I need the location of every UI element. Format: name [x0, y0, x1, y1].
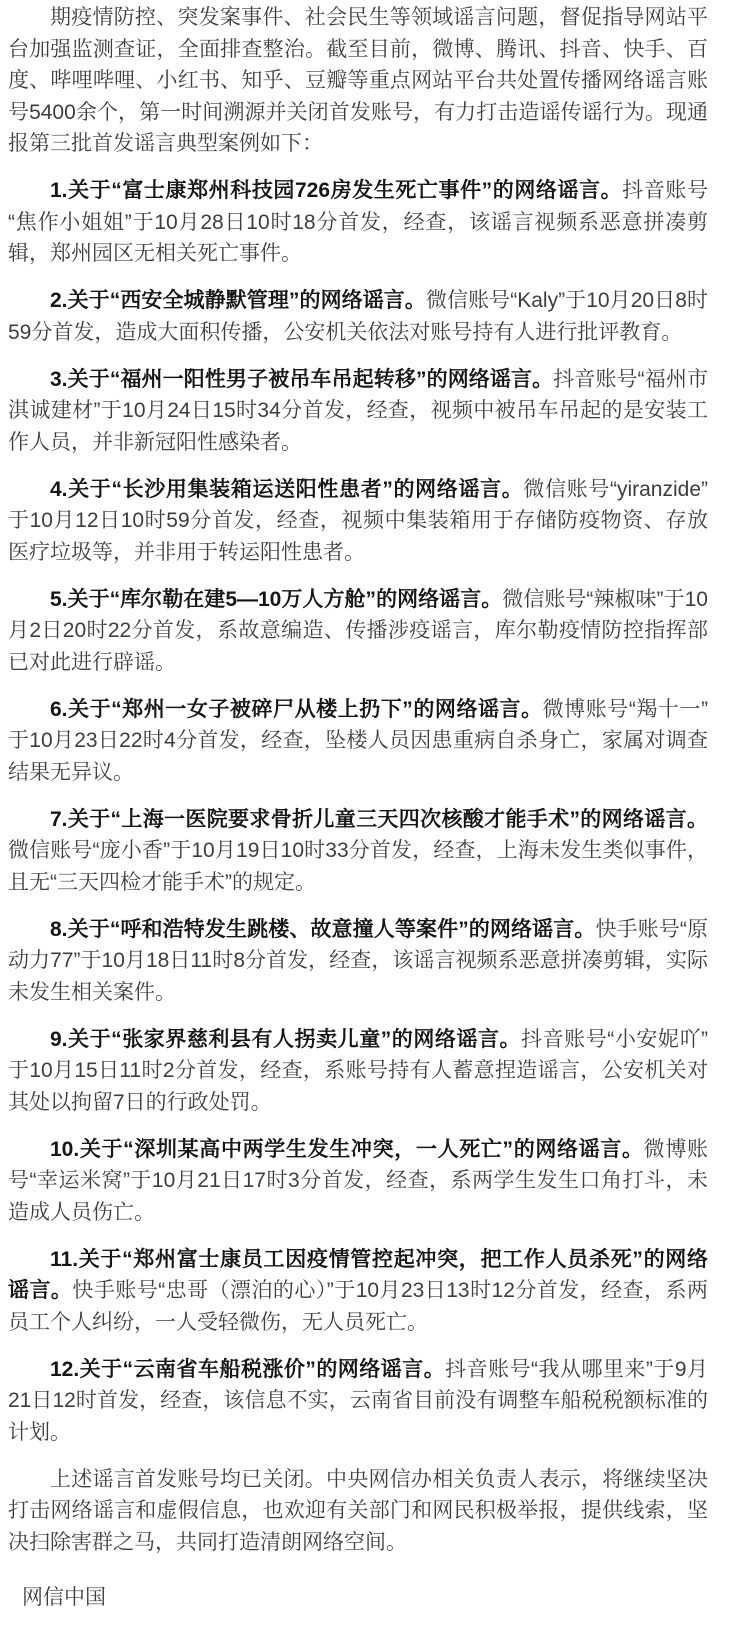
case-detail-9: 抖音账号“小安妮吖”于10月15日11时2分首发，经查，系账号持有人蓄意捏造谣言，公安机关对其处以拘留7日的行政处罚。	[8, 1027, 708, 1114]
source-name: 网信中国	[22, 1586, 106, 1609]
case-paragraph-1	[8, 175, 708, 270]
case-paragraph-3	[8, 364, 708, 459]
case-detail-4: 微信账号“yiranzide”于10月12日10时59分首发，经查，视频中集装箱用于存储防疫物资、存放医疗垃圾等，并非用于转运阳性患者。	[8, 477, 709, 564]
case-title-9: 9.关于“张家界慈利县有人拐卖儿童”的网络谣言。	[50, 1027, 522, 1051]
case-title-8: 8.关于“呼和浩特发生跳楼、故意撞人等案件”的网络谣言。	[50, 917, 596, 941]
case-detail-6: 微博账号“羯十一”于10月23日22时4分首发，经查，坠楼人员因患重病自杀身亡，家属对调查结果无异议。	[8, 697, 708, 784]
case-title-4: 4.关于“长沙用集装箱运送阳性患者”的网络谣言。	[50, 477, 524, 501]
case-detail-5: 微信账号“辣椒味”于10月2日20时22分首发，系故意编造、传播涉疫谣言，库尔勒疫情防控指挥部已对此进行辟谣。	[8, 587, 708, 674]
case-paragraph-7	[8, 804, 708, 899]
case-paragraph-2	[8, 285, 708, 348]
case-title-1: 1.关于“富士康郑州科技园726房发生死亡事件”的网络谣言。	[50, 179, 623, 202]
case-title-2: 2.关于“西安全城静默管理”的网络谣言。	[50, 289, 426, 312]
case-title-5: 5.关于“库尔勒在建5—10万人方舱”的网络谣言。	[50, 587, 503, 611]
case-paragraph-11	[8, 1244, 708, 1339]
case-paragraph-5	[8, 584, 708, 679]
intro-paragraph: 期疫情防控、突发案事件、社会民生等领域谣言问题，督促指导网站平台加强监测查证，全面排查整治。截至目前，微博、腾讯、抖音、快手、百度、哔哩哔哩、小红书、知乎、豆瓣等重点网站平台共处置传播网络谣言账号5400余个，第一时间溯源并关闭首发账号，有力打击造谣传谣行为。现通报第三批首发谣言典型案例如下：	[8, 6, 708, 155]
case-title-10: 10.关于“深圳某高中两学生发生冲突，一人死亡”的网络谣言。	[50, 1137, 644, 1161]
closing-paragraph: 上述谣言首发账号均已关闭。中央网信办相关负责人表示，将继续坚决打击网络谣言和虚假信息，也欢迎有关部门和网民积极举报，提供线索，坚决扫除害群之马，共同打造清朗网络空间。	[8, 1467, 708, 1554]
case-paragraph-6	[8, 694, 708, 789]
case-detail-1: 抖音账号“焦作小姐姐”于10月28日10时18分首发，经查，该谣言视频系恶意拼凑剪辑，郑州园区无相关死亡事件。	[8, 179, 708, 265]
case-detail-10: 微博账号“幸运米窝”于10月21日17时3分首发，经查，系两学生发生口角打斗，未造成人员伤亡。	[8, 1137, 708, 1224]
case-title-11: 11.关于“郑州富士康员工因疫情管控起冲突，把工作人员杀死”的网络谣言。	[8, 1247, 708, 1302]
case-paragraph-9	[8, 1024, 708, 1119]
case-title-3: 3.关于“福州一阳性男子被吊车吊起转移”的网络谣言。	[50, 367, 554, 391]
case-detail-8: 快手账号“原动力77”于10月18日11时8分首发，经查，该谣言视频系恶意拼凑剪辑，实际未发生相关案件。	[8, 917, 708, 1004]
case-detail-3: 抖音账号“福州市淇诚建材”于10月24日15时34分首发，经查，视频中被吊车吊起的是安装工作人员，并非新冠阳性感染者。	[8, 367, 708, 454]
case-detail-12: 抖音账号“我从哪里来”于9月21日12时首发，经查，该信息不实，云南省目前没有调整车船税税额标准的计划。	[8, 1357, 708, 1444]
case-detail-7: 微信账号“庞小香”于10月19日10时33分首发，经查，上海未发生类似事件，且无“三天四检才能手术”的规定。	[8, 839, 708, 894]
case-title-12: 12.关于“云南省车船税涨价”的网络谣言。	[50, 1357, 446, 1381]
case-detail-11: 快手账号“忠哥（漂泊的心）”于10月23日13时12分首发，经查，系两员工个人纠纷，一人受轻微伤，无人员死亡。	[8, 1279, 708, 1334]
case-paragraph-4	[8, 474, 708, 569]
case-detail-2: 微信账号“Kaly”于10月20日8时59分首发，造成大面积传播，公安机关依法对账号持有人进行批评教育。	[8, 289, 708, 344]
case-paragraph-12	[8, 1354, 708, 1449]
case-title-6: 6.关于“郑州一女子被碎尸从楼上扔下”的网络谣言。	[50, 697, 543, 721]
case-paragraph-8	[8, 914, 708, 1009]
case-title-7: 7.关于“上海一医院要求骨折儿童三天四次核酸才能手术”的网络谣言。	[50, 807, 708, 831]
case-paragraph-10	[8, 1134, 708, 1229]
